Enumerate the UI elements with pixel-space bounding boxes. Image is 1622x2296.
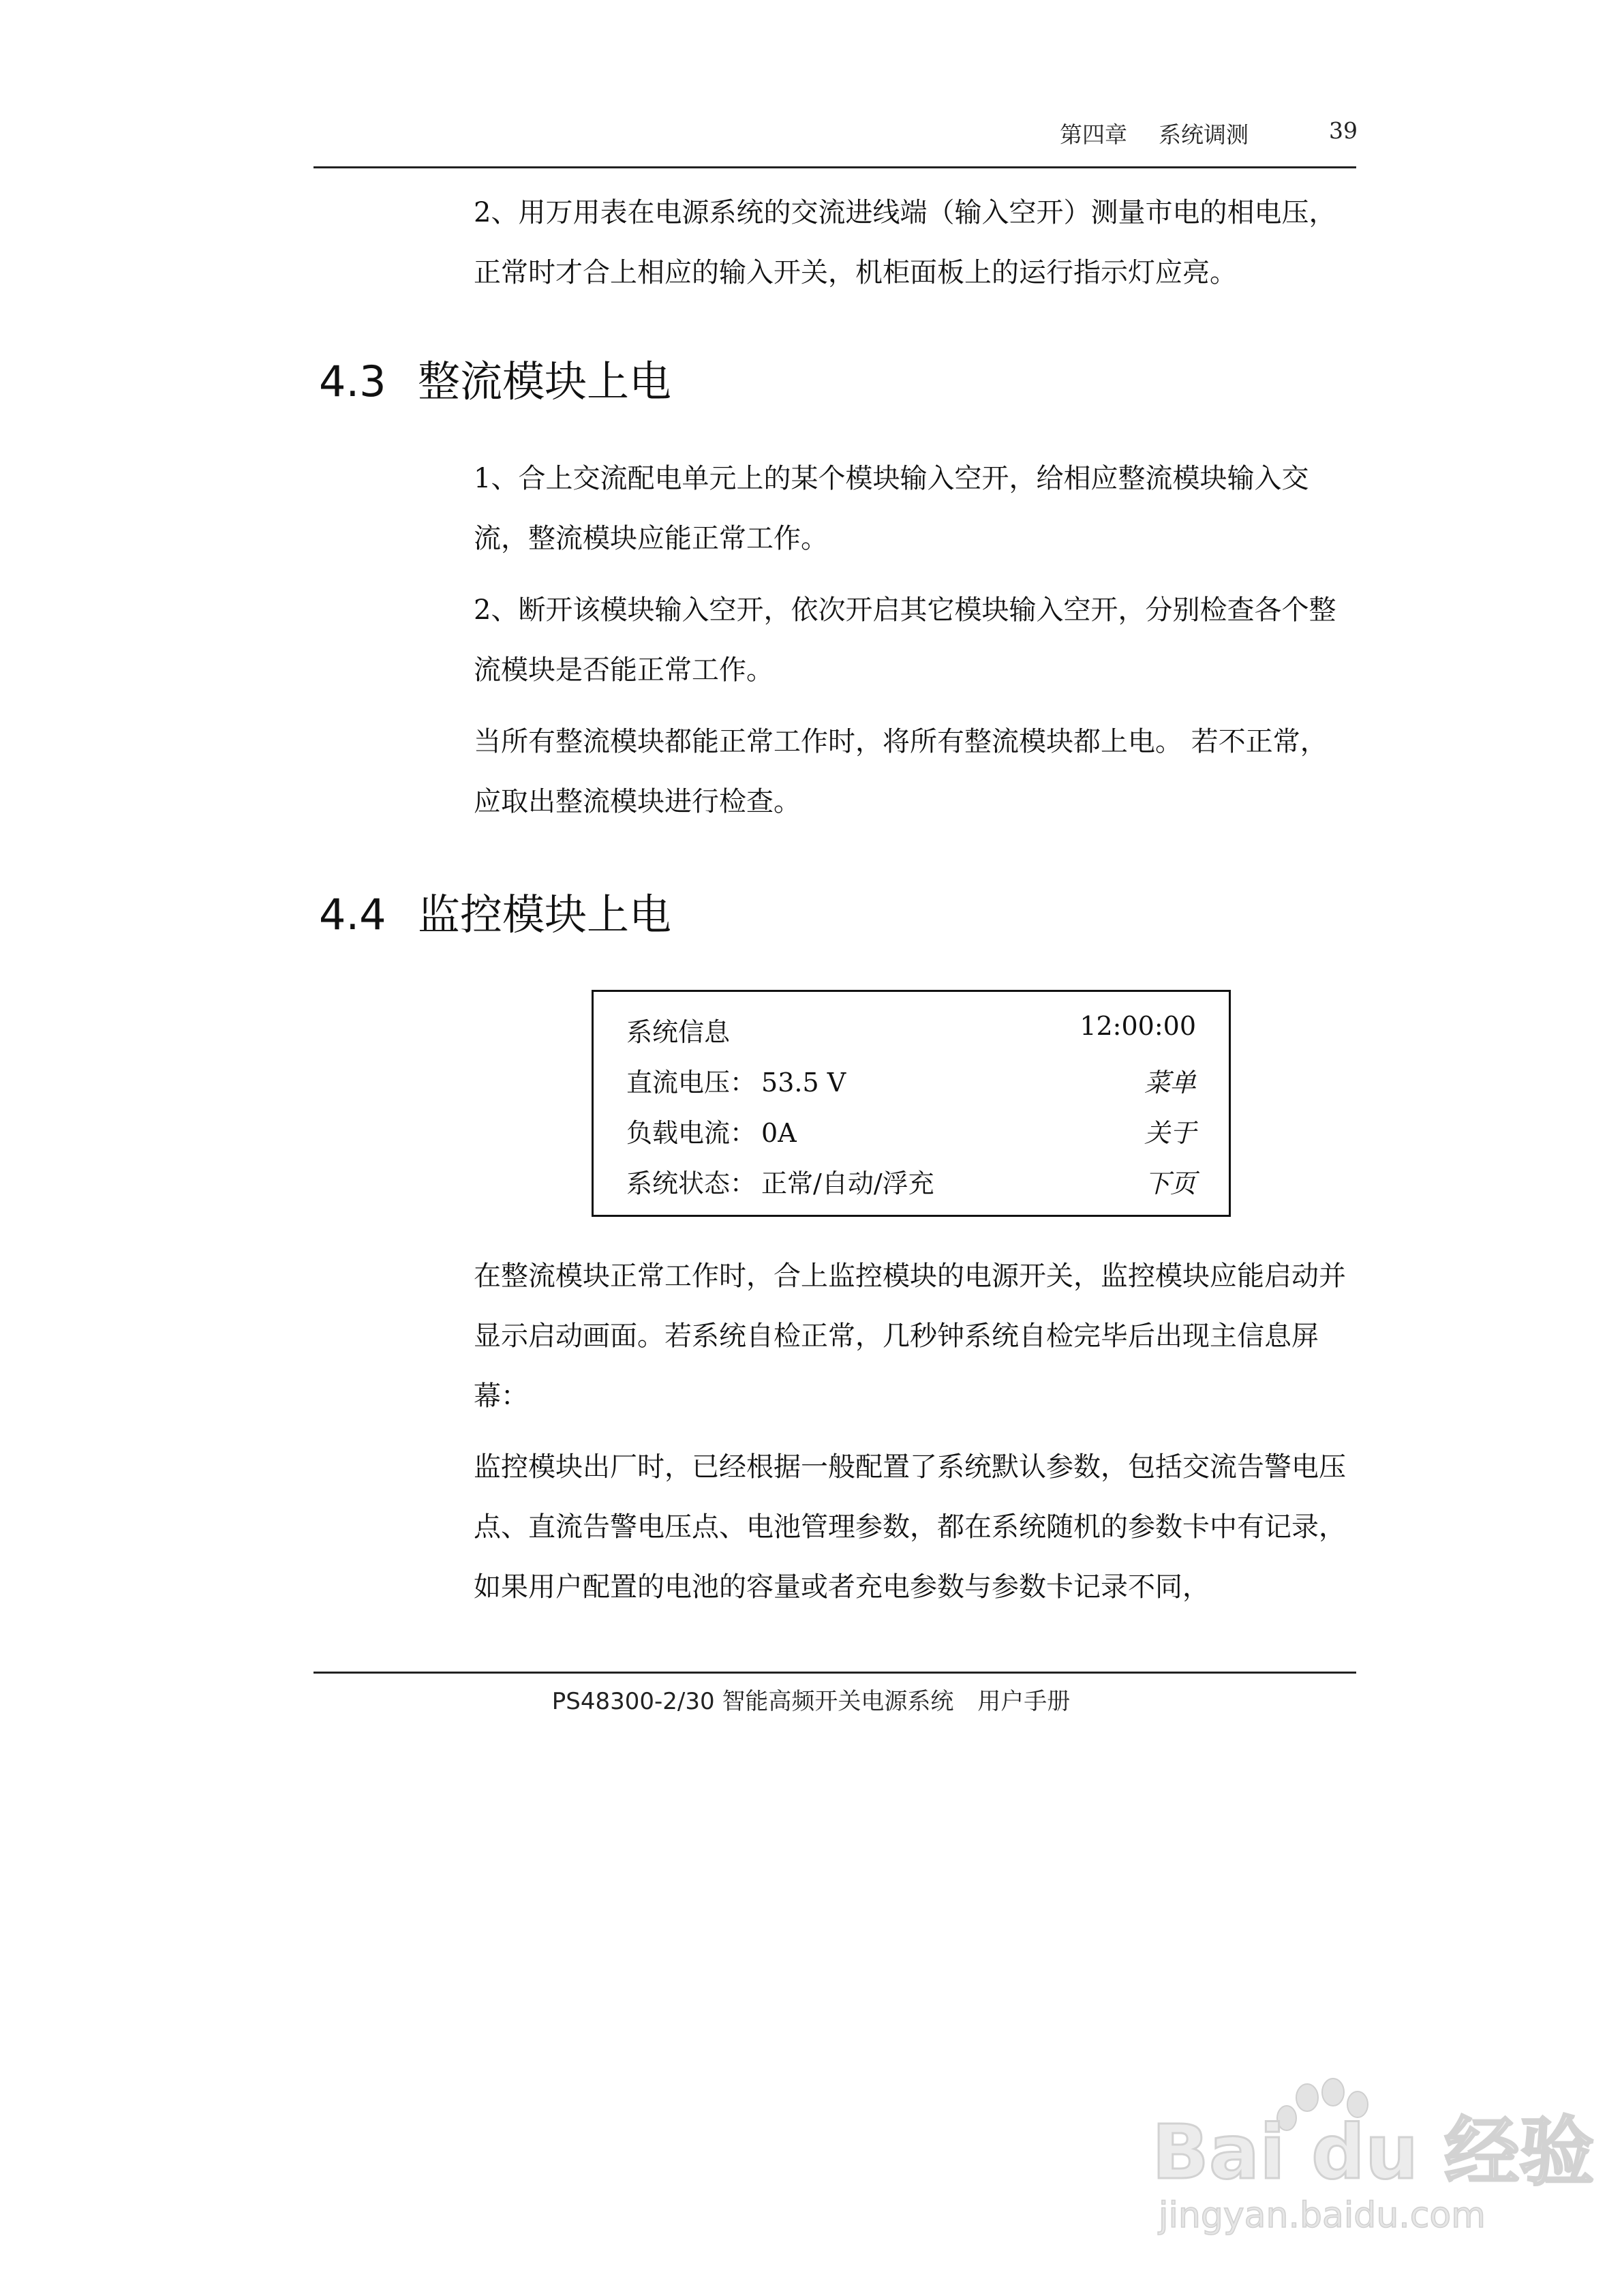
- lcd-screen: [592, 990, 1231, 1217]
- section-title: 监控模块上电: [418, 890, 672, 939]
- lcd-value: 0A: [761, 1118, 797, 1148]
- footer-doc: 用户手册: [977, 1688, 1071, 1715]
- lcd-time: 12:00:00: [1080, 1011, 1196, 1041]
- lcd-label: 系统状态：: [626, 1168, 756, 1198]
- lcd-label: 负载电流：: [626, 1118, 756, 1148]
- footer: [0, 1682, 1622, 1716]
- lcd-value: 正常/自动/浮充: [761, 1168, 934, 1198]
- lcd-menu-option: 菜单: [1144, 1068, 1196, 1098]
- section-heading-4-4: [319, 881, 671, 941]
- section-heading-4-3: [319, 348, 671, 408]
- section-number: 4.4: [319, 890, 386, 939]
- lcd-value: 53.5 V: [761, 1068, 846, 1098]
- lcd-label: 直流电压：: [626, 1068, 756, 1098]
- header-rule: [313, 166, 1356, 168]
- footer-rule: [313, 1672, 1356, 1674]
- section-4-4-paragraph-1: 在整流模块正常工作时，合上监控模块的电源开关，监控模块应能启动并显示启动画面。若系统自检正常，几秒钟系统自检完毕后出现主信息屏幕：: [474, 1260, 1346, 1412]
- header-section: 系统调测: [1159, 121, 1249, 148]
- lcd-row: [626, 1162, 1196, 1203]
- lcd-menu-option: 下页: [1144, 1168, 1196, 1198]
- lcd-title-row: [626, 1011, 1196, 1052]
- section-4-3-paragraph-2: 2、断开该模块输入空开，依次开启其它模块输入空开，分别检查各个整流模块是否能正常工作。: [474, 594, 1336, 686]
- intro-paragraph: 2、用万用表在电源系统的交流进线端（输入空开）测量市电的相电压，正常时才合上相应的输入开关，机柜面板上的运行指示灯应亮。: [474, 197, 1336, 288]
- lcd-row: [626, 1112, 1196, 1153]
- lcd-row: [626, 1061, 1196, 1102]
- baidu-watermark: [1152, 2076, 1595, 2239]
- lcd-title: 系统信息: [626, 1017, 731, 1047]
- footer-model: PS48300-2/30: [551, 1688, 715, 1715]
- section-title: 整流模块上电: [418, 357, 672, 406]
- page-number: 39: [1329, 117, 1358, 144]
- section-4-3-paragraph-1: 1、合上交流配电单元上的某个模块输入空开，给相应整流模块输入交流，整流模块应能正常工作。: [474, 463, 1309, 554]
- section-4-3-paragraph-3: 当所有整流模块都能正常工作时，将所有整流模块都上电。 若不正常，应取出整流模块进行检查。: [474, 726, 1328, 817]
- header-chapter: 第四章: [1060, 121, 1127, 148]
- watermark-brand: Bai du 经验: [1152, 2109, 1595, 2196]
- footer-title: 智能高频开关电源系统: [722, 1688, 954, 1715]
- lcd-menu-option: 关于: [1144, 1118, 1196, 1148]
- watermark-url: jingyan.baidu.com: [1159, 2195, 1486, 2236]
- section-number: 4.3: [319, 357, 386, 406]
- section-4-4-paragraph-2: 监控模块出厂时，已经根据一般配置了系统默认参数，包括交流告警电压点、直流告警电压点、电池管理参数，都在系统随机的参数卡中有记录，如果用户配置的电池的容量或者充电参数与参数卡记录不同，: [474, 1451, 1346, 1603]
